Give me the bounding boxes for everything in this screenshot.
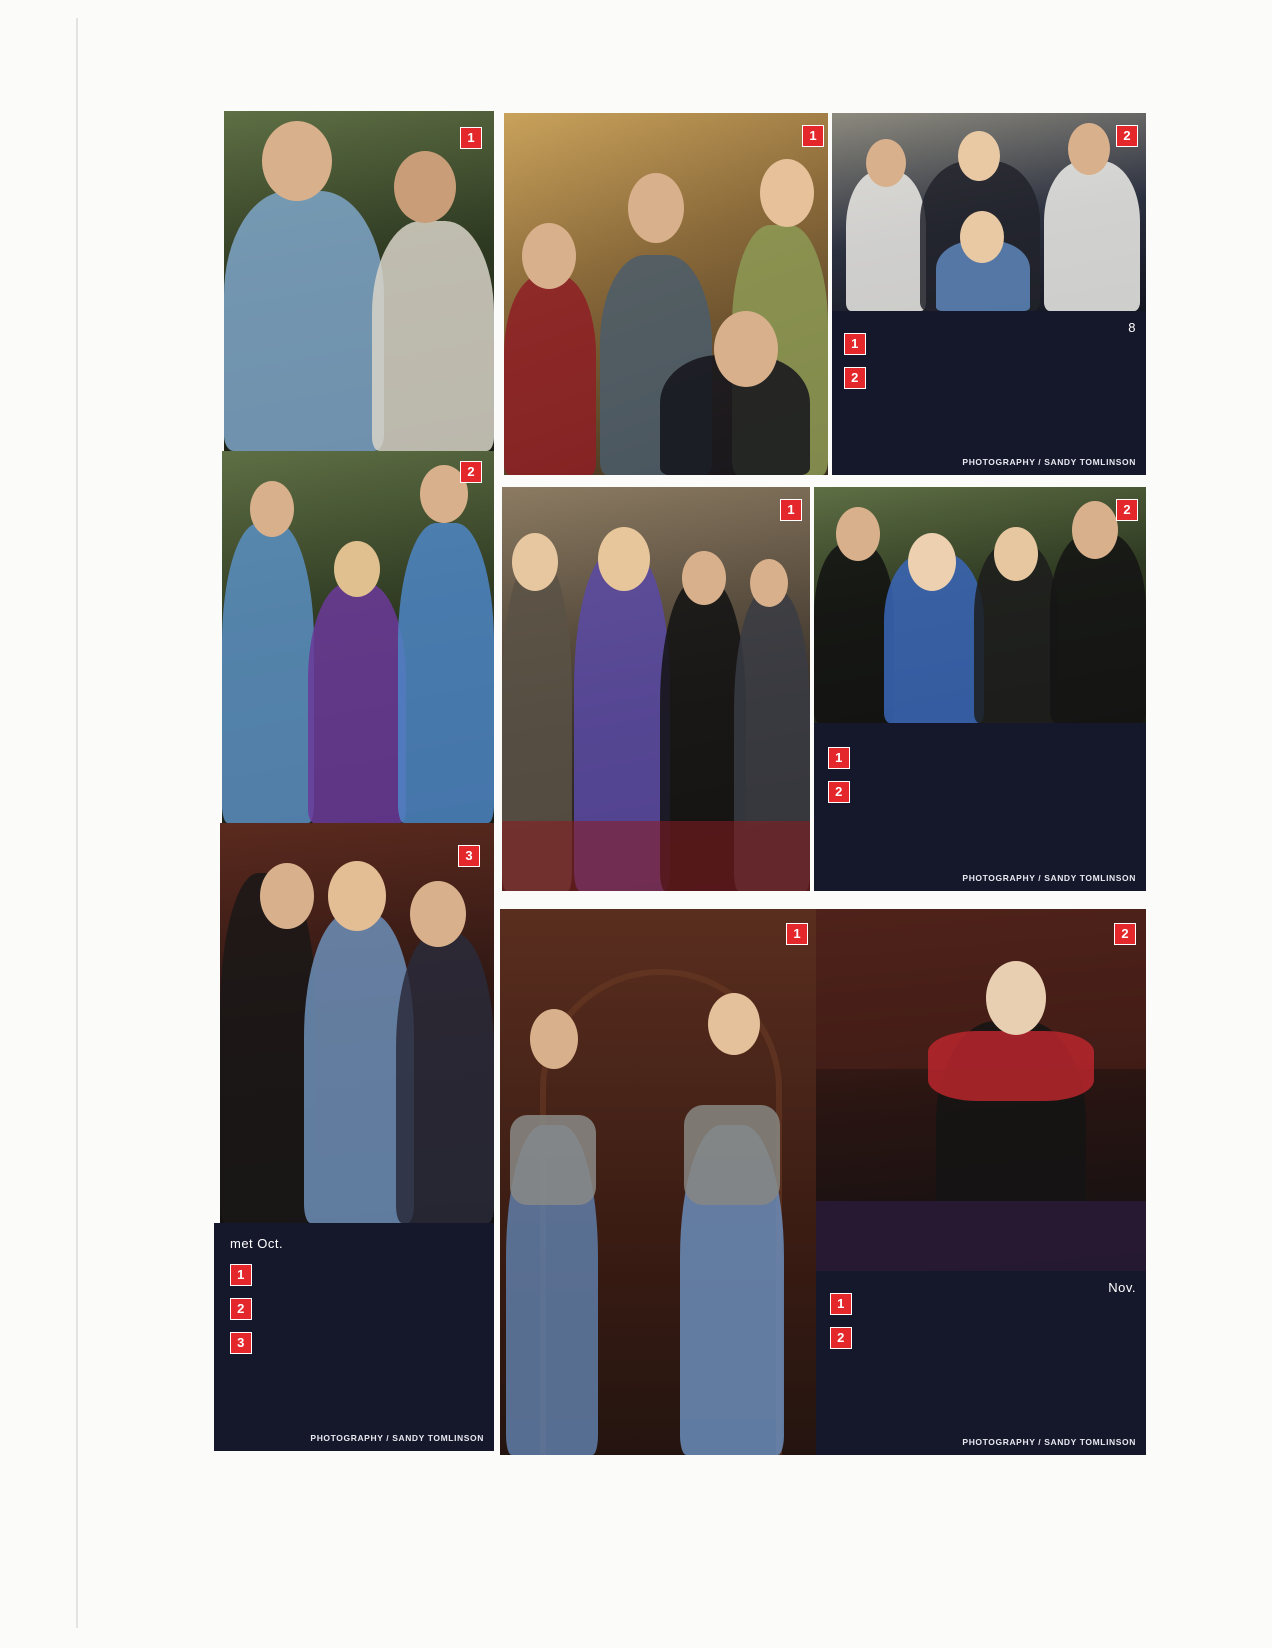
person-head bbox=[908, 533, 956, 591]
person-head bbox=[512, 533, 558, 591]
person-head bbox=[1072, 501, 1118, 559]
photo-number-badge: 2 bbox=[1114, 923, 1136, 945]
photo-two-women-doorway bbox=[500, 909, 816, 1455]
person-head bbox=[410, 881, 466, 947]
photo-four-women-autumn bbox=[504, 113, 828, 475]
names-number-badge: 2 bbox=[230, 1298, 252, 1320]
bottom-right-caption-panel bbox=[816, 1271, 1146, 1455]
photo-names-row bbox=[830, 1293, 1108, 1315]
photo-names-row bbox=[828, 747, 1136, 769]
person-figure bbox=[220, 873, 316, 1223]
red-carpet bbox=[502, 821, 810, 891]
caption-date: met Oct. bbox=[230, 1236, 284, 1251]
person-head bbox=[394, 151, 456, 223]
top-right-caption-panel bbox=[832, 311, 1146, 475]
names-number-badge: 1 bbox=[230, 1264, 252, 1286]
photo-number-badge: 2 bbox=[1116, 125, 1138, 147]
names-number-badge: 2 bbox=[828, 781, 850, 803]
names-number-badge: 1 bbox=[844, 333, 866, 355]
names-number-badge: 3 bbox=[230, 1332, 252, 1354]
person-head bbox=[262, 121, 332, 201]
person-figure bbox=[510, 1115, 596, 1205]
names-number-badge: 1 bbox=[828, 747, 850, 769]
photo-two-men bbox=[224, 111, 494, 451]
photo-number-badge: 2 bbox=[460, 461, 482, 483]
person-head bbox=[250, 481, 294, 537]
photo-names-row bbox=[830, 1327, 1136, 1349]
person-head bbox=[328, 861, 386, 931]
person-head bbox=[750, 559, 788, 607]
person-figure bbox=[222, 523, 314, 823]
photo-number-badge: 2 bbox=[1116, 499, 1138, 521]
person-head bbox=[760, 159, 814, 227]
person-head bbox=[960, 211, 1004, 263]
caption-date: Nov. bbox=[1108, 1280, 1136, 1295]
person-figure bbox=[398, 523, 494, 823]
photo-woman-seated bbox=[816, 909, 1146, 1271]
person-head bbox=[714, 311, 778, 387]
person-figure bbox=[1050, 533, 1146, 723]
person-figure bbox=[928, 1031, 1094, 1101]
photo-names-row bbox=[828, 781, 1136, 803]
caption-line bbox=[230, 1237, 480, 1252]
names-number-badge: 1 bbox=[830, 1293, 852, 1315]
person-figure bbox=[396, 933, 494, 1223]
person-head bbox=[986, 961, 1046, 1035]
names-number-badge: 2 bbox=[844, 367, 866, 389]
photo-names-row bbox=[230, 1332, 480, 1354]
page-gutter-line bbox=[76, 18, 78, 1628]
middle-right-caption-panel bbox=[814, 723, 1146, 891]
person-figure bbox=[846, 171, 926, 311]
person-head bbox=[260, 863, 314, 929]
person-figure bbox=[308, 583, 406, 823]
person-head bbox=[682, 551, 726, 605]
photo-three-people-beads bbox=[222, 451, 494, 823]
photo-credit: PHOTOGRAPHY / SANDY TOMLINSON bbox=[962, 1437, 1136, 1447]
person-head bbox=[836, 507, 880, 561]
person-head bbox=[1068, 123, 1110, 175]
photo-four-women-arm-in-arm bbox=[814, 487, 1146, 723]
left-caption-panel bbox=[214, 1223, 494, 1451]
person-head bbox=[866, 139, 906, 187]
person-head bbox=[334, 541, 380, 597]
photo-number-badge: 3 bbox=[458, 845, 480, 867]
person-figure bbox=[224, 191, 384, 451]
draped-fabric bbox=[816, 1201, 1146, 1271]
person-head bbox=[598, 527, 650, 591]
caption-date: 8 bbox=[1128, 320, 1136, 335]
photo-names-row bbox=[844, 367, 1136, 389]
photo-credit: PHOTOGRAPHY / SANDY TOMLINSON bbox=[962, 873, 1136, 883]
photo-number-badge: 1 bbox=[786, 923, 808, 945]
photo-three-women bbox=[220, 823, 494, 1223]
person-figure bbox=[684, 1105, 780, 1205]
photo-number-badge: 1 bbox=[802, 125, 824, 147]
person-figure bbox=[814, 543, 894, 723]
photo-number-badge: 1 bbox=[460, 127, 482, 149]
person-head bbox=[628, 173, 684, 243]
person-figure bbox=[1044, 161, 1140, 311]
person-figure bbox=[504, 275, 596, 475]
person-head bbox=[994, 527, 1038, 581]
photo-four-women-indoor bbox=[832, 113, 1146, 311]
photo-credit: PHOTOGRAPHY / SANDY TOMLINSON bbox=[310, 1433, 484, 1443]
photo-names-row bbox=[230, 1298, 480, 1320]
photo-names-row bbox=[230, 1264, 480, 1286]
names-number-badge: 2 bbox=[830, 1327, 852, 1349]
photo-number-badge: 1 bbox=[780, 499, 802, 521]
photo-credit: PHOTOGRAPHY / SANDY TOMLINSON bbox=[962, 457, 1136, 467]
person-figure bbox=[372, 221, 494, 451]
person-head bbox=[530, 1009, 578, 1069]
person-head bbox=[958, 131, 1000, 181]
person-head bbox=[522, 223, 576, 289]
photo-four-women-patio bbox=[502, 487, 810, 891]
person-head bbox=[708, 993, 760, 1055]
photo-names-row bbox=[844, 333, 1128, 355]
